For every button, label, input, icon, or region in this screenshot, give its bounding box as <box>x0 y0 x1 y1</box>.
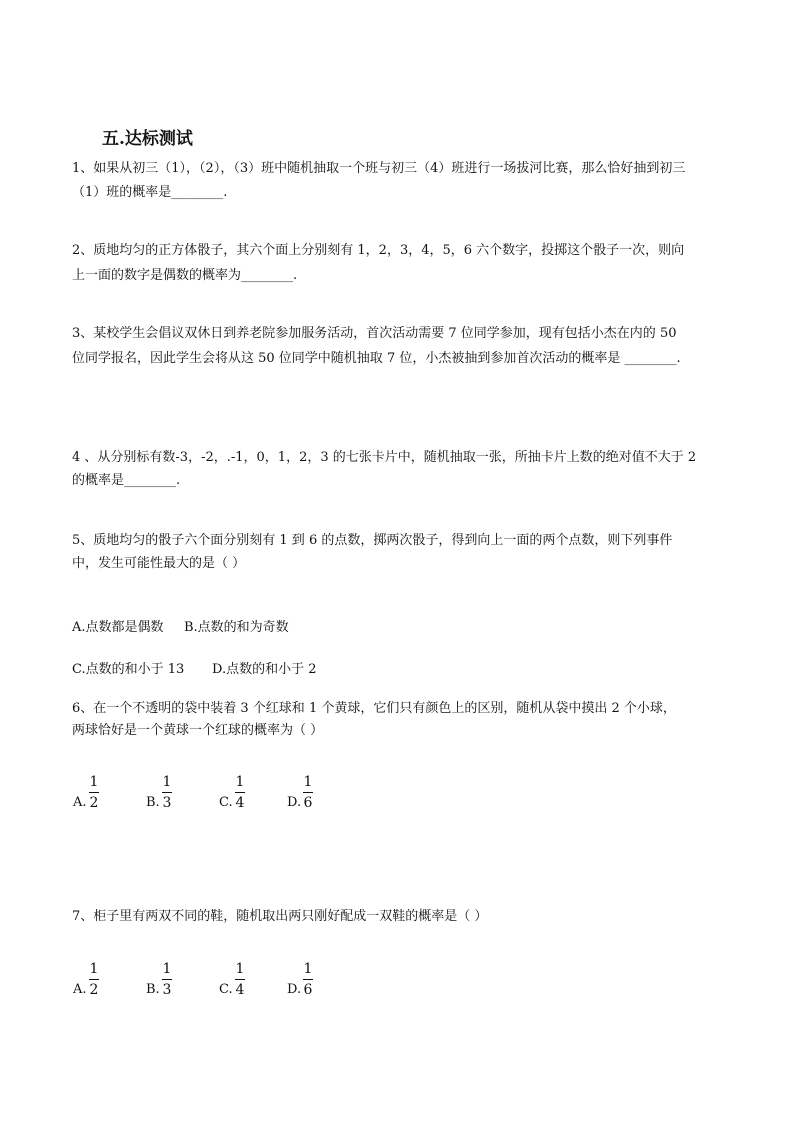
question-5-option-a: A.点数都是偶数 <box>72 620 164 635</box>
question-4-line-1: 4 、从分别标有数-3，-2，.-1，0，1，2，3 的七张卡片中，随机抽取一张，所抽卡片上数的绝对值不大于 2 <box>72 450 697 465</box>
choice-label: A. <box>73 795 87 810</box>
fraction <box>302 960 314 999</box>
fraction-numerator: 1 <box>162 961 172 977</box>
question-3-line-1: 3、某校学生会倡议双休日到养老院参加服务活动，首次活动需要 7 位同学参加，现有包括小杰在内的 50 <box>72 326 677 341</box>
question-6-line-2: 两球恰好是一个黄球一个红球的概率为（ ） <box>72 723 324 738</box>
fraction <box>88 773 100 812</box>
choice-label: D. <box>287 982 302 997</box>
question-5-option-d: D.点数的和小于 2 <box>212 662 317 677</box>
question-4-line-2: 的概率是________. <box>72 473 181 488</box>
fraction <box>234 773 246 812</box>
choice-label: A. <box>73 982 87 997</box>
fraction <box>88 960 100 999</box>
question-6-choice-b <box>146 768 176 812</box>
fraction <box>161 773 173 812</box>
fraction-denominator: 4 <box>235 795 245 811</box>
fraction-bar <box>89 792 99 793</box>
choice-label: B. <box>146 795 160 810</box>
fraction-bar <box>89 979 99 980</box>
choice-label: D. <box>287 795 302 810</box>
fraction-numerator: 1 <box>162 774 172 790</box>
fraction-numerator: 1 <box>303 774 313 790</box>
fraction-numerator: 1 <box>235 961 245 977</box>
fraction-bar <box>303 979 313 980</box>
fraction-bar <box>235 979 245 980</box>
question-2-line-2: 上一面的数字是偶数的概率为________. <box>72 268 298 283</box>
question-7-choice-a <box>73 955 103 999</box>
question-7-line-1: 7、柜子里有两双不同的鞋，随机取出两只刚好配成一双鞋的概率是（ ） <box>72 909 488 924</box>
fraction-bar <box>162 979 172 980</box>
section-title: 五.达标测试 <box>102 129 193 149</box>
fraction-numerator: 1 <box>235 774 245 790</box>
fraction-numerator: 1 <box>303 961 313 977</box>
fraction-denominator: 2 <box>89 982 99 998</box>
question-5-line-1: 5、质地均匀的骰子六个面分别刻有 1 到 6 的点数，掷两次骰子，得到向上一面的两个点数，则下列事件 <box>72 533 673 548</box>
question-2-line-1: 2、质地均匀的正方体骰子，其六个面上分别刻有 1，2，3，4，5，6 六个数字，投掷这个骰子一次，则向 <box>72 243 685 258</box>
question-1-line-2: （1）班的概率是________. <box>72 185 228 200</box>
choice-label: B. <box>146 982 160 997</box>
question-7-choice-b <box>146 955 176 999</box>
question-7-choice-c <box>219 955 249 999</box>
question-1-line-1: 1、如果从初三（1），（2），（3）班中随机抽取一个班与初三（4）班进行一场拔河比赛，那么恰好抽到初三 <box>72 161 686 176</box>
fraction-denominator: 4 <box>235 982 245 998</box>
question-3-line-2: 位同学报名，因此学生会将从这 50 位同学中随机抽取 7 位，小杰被抽到参加首次活动的概率是 ________. <box>72 351 681 366</box>
question-6-line-1: 6、在一个不透明的袋中装着 3 个红球和 1 个黄球，它们只有颜色上的区别，随机从袋中摸出 2 个小球， <box>72 701 676 716</box>
fraction-denominator: 6 <box>303 795 313 811</box>
fraction-denominator: 6 <box>303 982 313 998</box>
question-5-line-2: 中，发生可能性最大的是（ ） <box>72 556 246 571</box>
fraction-bar <box>235 792 245 793</box>
fraction <box>161 960 173 999</box>
fraction-numerator: 1 <box>89 961 99 977</box>
question-6-choice-c <box>219 768 249 812</box>
fraction-denominator: 3 <box>162 795 172 811</box>
fraction-bar <box>162 792 172 793</box>
fraction-bar <box>303 792 313 793</box>
fraction-numerator: 1 <box>89 774 99 790</box>
question-6-choice-a <box>73 768 103 812</box>
fraction-denominator: 3 <box>162 982 172 998</box>
fraction <box>302 773 314 812</box>
question-7-choice-d <box>287 955 317 999</box>
fraction-denominator: 2 <box>89 795 99 811</box>
fraction <box>234 960 246 999</box>
choice-label: C. <box>219 982 233 997</box>
question-5-option-c: C.点数的和小于 13 <box>72 662 185 677</box>
choice-label: C. <box>219 795 233 810</box>
question-5-option-b: B.点数的和为奇数 <box>184 620 289 635</box>
question-6-choice-d <box>287 768 317 812</box>
